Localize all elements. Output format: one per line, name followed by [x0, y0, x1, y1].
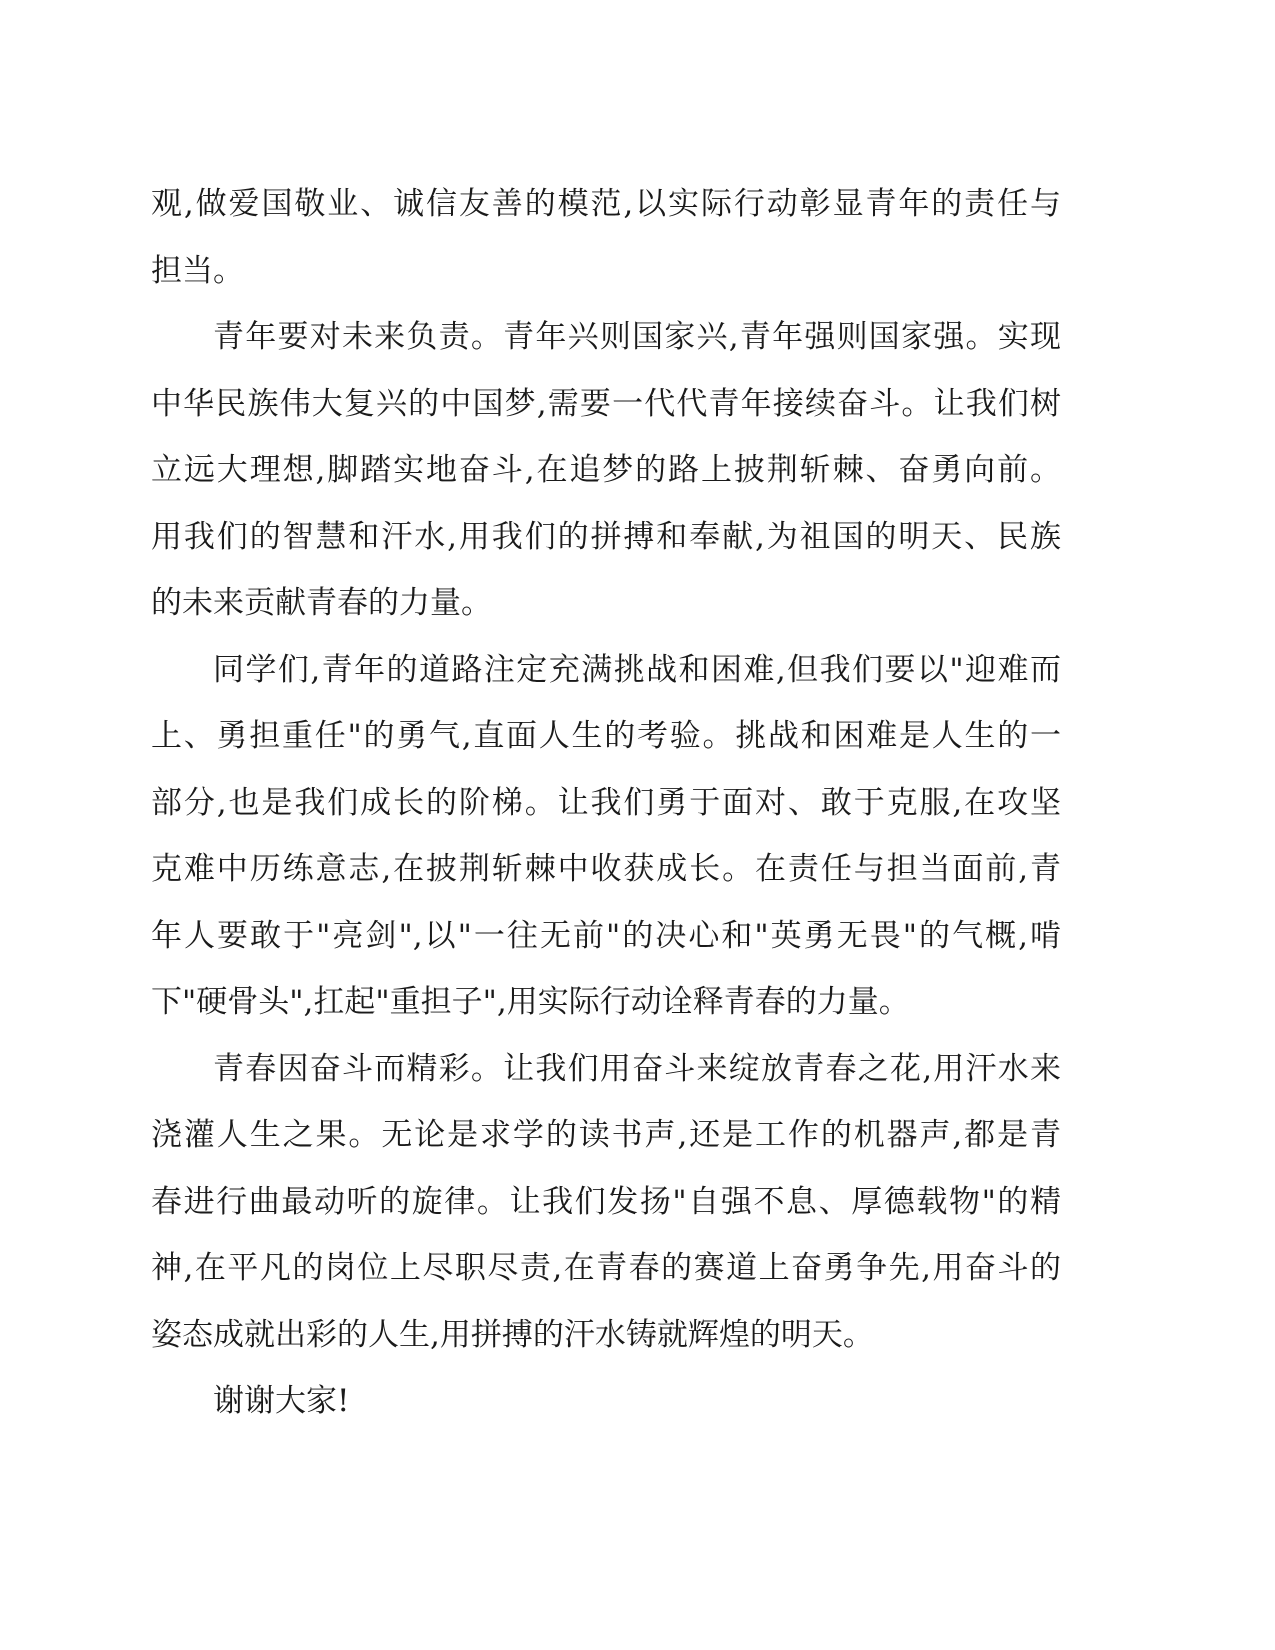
document-body: [151, 171, 1061, 1435]
text-line: 部分,也是我们成长的阶梯。让我们勇于面对、敢于克服,在攻坚: [151, 784, 1061, 821]
paragraph: [151, 304, 1061, 637]
text-line: 立远大理想,脚踏实地奋斗,在追梦的路上披荆斩棘、奋勇向前。: [151, 452, 1061, 488]
text-line: 中华民族伟大复兴的中国梦,需要一代代青年接续奋斗。让我们树: [151, 385, 1061, 422]
text-line: 的未来贡献青春的力量。: [151, 585, 492, 621]
text-line: 上、勇担重任"的勇气,直面人生的考验。挑战和困难是人生的一: [151, 718, 1061, 754]
paragraph: [151, 637, 1061, 1036]
paragraph: [151, 1368, 1061, 1435]
text-line: 春进行曲最动听的旋律。让我们发扬"自强不息、厚德载物"的精: [151, 1183, 1061, 1220]
paragraph: [151, 171, 1061, 304]
closing-line: 谢谢大家!: [213, 1383, 350, 1419]
text-line: 同学们,青年的道路注定充满挑战和困难,但我们要以"迎难而: [213, 651, 1061, 688]
text-line: 年人要敢于"亮剑",以"一往无前"的决心和"英勇无畏"的气概,啃: [151, 917, 1061, 954]
text-line: 青年要对未来负责。青年兴则国家兴,青年强则国家强。实现: [213, 319, 1061, 355]
text-line: 青春因奋斗而精彩。让我们用奋斗来绽放青春之花,用汗水来: [213, 1050, 1061, 1087]
text-line: 观,做爱国敬业、诚信友善的模范,以实际行动彰显青年的责任与: [151, 186, 1061, 222]
text-line: 下"硬骨头",扛起"重担子",用实际行动诠释青春的力量。: [151, 984, 910, 1020]
text-line: 神,在平凡的岗位上尽职尽责,在青春的赛道上奋勇争先,用奋斗的: [151, 1250, 1061, 1286]
text-line: 用我们的智慧和汗水,用我们的拼搏和奉献,为祖国的明天、民族: [151, 518, 1061, 555]
text-line: 姿态成就出彩的人生,用拼搏的汗水铸就辉煌的明天。: [151, 1316, 874, 1353]
text-line: 克难中历练意志,在披荆斩棘中收获成长。在责任与担当面前,青: [151, 851, 1061, 887]
text-line: 浇灌人生之果。无论是求学的读书声,还是工作的机器声,都是青: [151, 1117, 1061, 1153]
text-line: 担当。: [151, 252, 244, 289]
paragraph: [151, 1036, 1061, 1369]
